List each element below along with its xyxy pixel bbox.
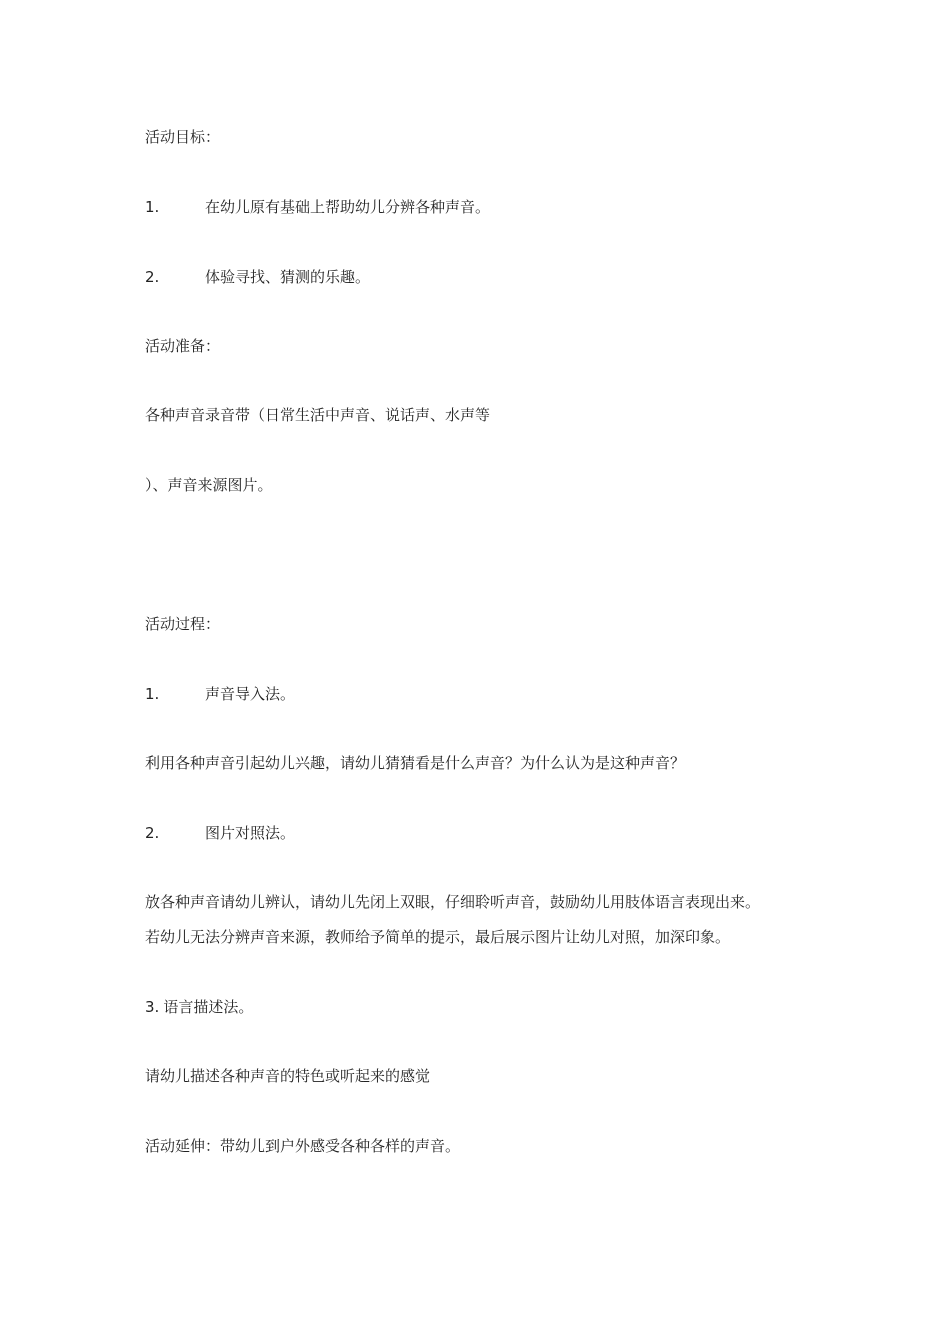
preparation-line-1: 各种声音录音带（日常生活中声音、说话声、水声等 (145, 406, 491, 424)
process-step-2-body-1: 放各种声音请幼儿辨认，请幼儿先闭上双眼，仔细聆听声音，鼓励幼儿用肢体语言表现出来。 (145, 893, 761, 911)
process-step-2-body-2: 若幼儿无法分辨声音来源，教师给予简单的提示，最后展示图片让幼儿对照，加深印象。 (145, 928, 731, 946)
process-step-1-title: 声音导入法。 (205, 685, 296, 703)
process-heading: 活动过程： (145, 615, 221, 633)
process-step-2-title: 图片对照法。 (205, 824, 296, 842)
process-step-1-number: 1. (145, 685, 160, 703)
goal-item-2-number: 2. (145, 268, 160, 286)
goal-item-2 (145, 267, 370, 287)
preparation-heading: 活动准备： (145, 337, 221, 355)
process-step-3-body: 请幼儿描述各种声音的特色或听起来的感觉 (145, 1067, 431, 1085)
process-step-3 (145, 997, 253, 1017)
process-step-2-number: 2. (145, 824, 160, 842)
process-step-3-title: 语言描述法。 (163, 998, 254, 1016)
goal-item-1 (145, 197, 490, 217)
process-step-3-number: 3. (145, 998, 160, 1016)
goals-heading: 活动目标： (145, 128, 221, 146)
goal-item-2-text: 体验寻找、猜测的乐趣。 (205, 268, 371, 286)
extension-line: 活动延伸：带幼儿到户外感受各种各样的声音。 (145, 1137, 461, 1155)
process-step-1-body: 利用各种声音引起幼儿兴趣，请幼儿猜猜看是什么声音？为什么认为是这种声音？ (145, 754, 686, 772)
process-step-2 (145, 823, 295, 843)
goal-item-1-text: 在幼儿原有基础上帮助幼儿分辨各种声音。 (205, 198, 491, 216)
preparation-line-2: ）、声音来源图片。 (145, 476, 273, 494)
goal-item-1-number: 1. (145, 198, 160, 216)
process-step-1 (145, 684, 295, 704)
